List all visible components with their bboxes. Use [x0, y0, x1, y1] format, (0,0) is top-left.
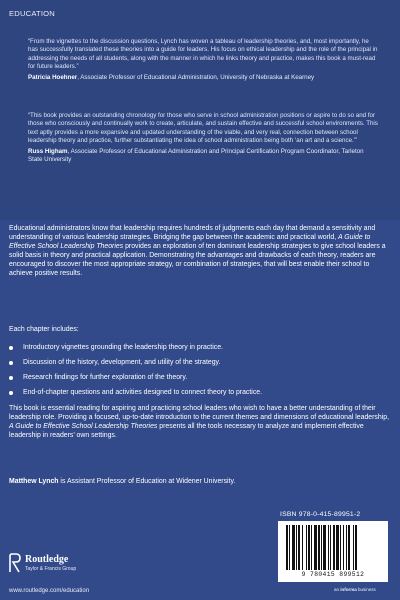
quote-author: Russ Higham: [28, 148, 68, 156]
informa-prefix: an: [334, 587, 341, 592]
list-item: [9, 374, 393, 383]
quote-attribution: [28, 74, 378, 82]
isbn-barcode: [278, 521, 388, 582]
quote-affiliation: , Associate Professor of Educational Administration, University of Nebraska at Kearney: [77, 74, 315, 82]
barcode-bar: [336, 525, 339, 570]
barcode-bar: [353, 525, 354, 570]
barcode-bar: [321, 525, 322, 570]
barcode-bar: [292, 525, 295, 570]
closing-paragraph: [9, 405, 393, 441]
barcode-bar: [311, 525, 312, 570]
quote-attribution: [28, 148, 378, 165]
isbn-label: ISBN 978-0-415-89951-2: [280, 511, 361, 518]
author-bio: [9, 478, 393, 487]
barcode-bar: [323, 525, 326, 570]
publisher-name: Routledge: [25, 554, 69, 565]
barcode-bar: [318, 525, 320, 570]
description-text: Educational administrators know that leadership requires hundreds of judgments each day that demand a sensitivity and understanding of various leadership strategies. Bridging the gap between the academic and practical world,: [9, 225, 376, 241]
endorsement-quote: [28, 38, 378, 82]
book-title: A Guide to Effective School Leadership Theories: [9, 233, 371, 250]
quotes-band: [0, 0, 400, 220]
bullet-icon: [9, 346, 13, 350]
chapter-features-heading: Each chapter includes:: [9, 326, 79, 333]
closing-text: presents all the tools necessary to analyze and implement effective leadership in readers’ own settings.: [9, 422, 364, 439]
barcode-bar: [286, 525, 288, 570]
routledge-logo-icon: [9, 553, 21, 573]
publisher-url[interactable]: www.routledge.com/education: [9, 588, 90, 594]
quote-text: “This book provides an outstanding chronology for those who serve in school administration positions or aspire to do so and for those who consciously and continually work to create, articulate, and sustain effective and successful school environments. This text aptly provides a more expansive and updated understanding of the viable, and very real, connection between school leadership theory and practice, further substantiating the idea of school administration being both ‘an art and a science.’”: [28, 112, 378, 144]
barcode-bar: [298, 525, 300, 570]
author-name: Matthew Lynch: [9, 478, 59, 485]
barcode-bar: [333, 525, 335, 570]
book-title: A Guide to Effective School Leadership Theories: [9, 422, 158, 430]
barcode-bar: [346, 525, 347, 570]
list-item-text: Introductory vignettes grounding the leadership theory in practice.: [23, 344, 223, 351]
barcode-bar: [296, 525, 297, 570]
bullet-icon: [9, 391, 13, 395]
barcode-bar: [343, 525, 344, 570]
quote-text: “From the vignettes to the discussion questions, Lynch has woven a tableau of leadership theories, and, most importantly, he has successfully translated these theories into a guide for leaders. His focus on ethical leadership and the role of the principal in addressing the needs of all students, along with the manner in which he links theory and practice, makes this book a must-read for future leaders.”: [28, 38, 378, 70]
list-item: [9, 389, 393, 398]
barcode-bar: [355, 525, 357, 570]
endorsement-quote: [28, 112, 378, 165]
bullet-icon: [9, 361, 13, 365]
barcode-bar: [314, 525, 317, 570]
informa-tagline: [334, 587, 376, 592]
barcode-bar: [302, 525, 303, 570]
author-bio-text: is Assistant Professor of Education at Widener University.: [58, 478, 236, 485]
list-item-text: Discussion of the history, development, and utility of the strategy.: [23, 358, 221, 366]
list-item-text: End-of-chapter questions and activities designed to connect theory to practice.: [23, 388, 263, 396]
quote-author: Patricia Hoehner: [28, 74, 78, 82]
barcode-bar: [348, 525, 350, 570]
barcode-bar: [340, 525, 341, 570]
barcode-bar: [328, 525, 329, 570]
barcode-bar: [330, 525, 331, 570]
barcode-bar: [308, 525, 310, 570]
list-item-text: Research findings for further exploration of the theory.: [23, 373, 188, 381]
chapter-features-list: [9, 344, 393, 404]
description-text: provides an exploration of ten dominant leadership strategies to give school leaders a solid basis in theory and practical application. Demonstrating the advantages and drawbacks of each theory, readers are encouraged to discover the most appropriate strategy, or combination of strategies, that will best enable their school to achieve positive results.: [9, 242, 386, 277]
barcode-icon: [284, 525, 382, 570]
publisher-group: Taylor & Francis Group: [25, 566, 77, 572]
barcode-bar: [306, 525, 307, 570]
book-description: [9, 225, 393, 278]
list-item: [9, 344, 393, 353]
list-item: [9, 359, 393, 368]
barcode-bar: [289, 525, 290, 570]
informa-brand: informa: [340, 587, 357, 592]
quote-affiliation: , Associate Professor of Educational Administration and Principal Certification Program Coordinator, Tarleton State University: [28, 148, 364, 164]
bullet-icon: [9, 376, 13, 380]
closing-text: This book is essential reading for aspiring and practicing school leaders who wish to have a better understanding of their leadership role. Providing a focused, up-to-date introduction to the current themes and dimensions of educational leadership,: [9, 405, 389, 421]
barcode-digits: 9 780415 899512: [301, 571, 365, 578]
category-label: EDUCATION: [9, 9, 55, 18]
informa-suffix: business: [356, 587, 376, 592]
